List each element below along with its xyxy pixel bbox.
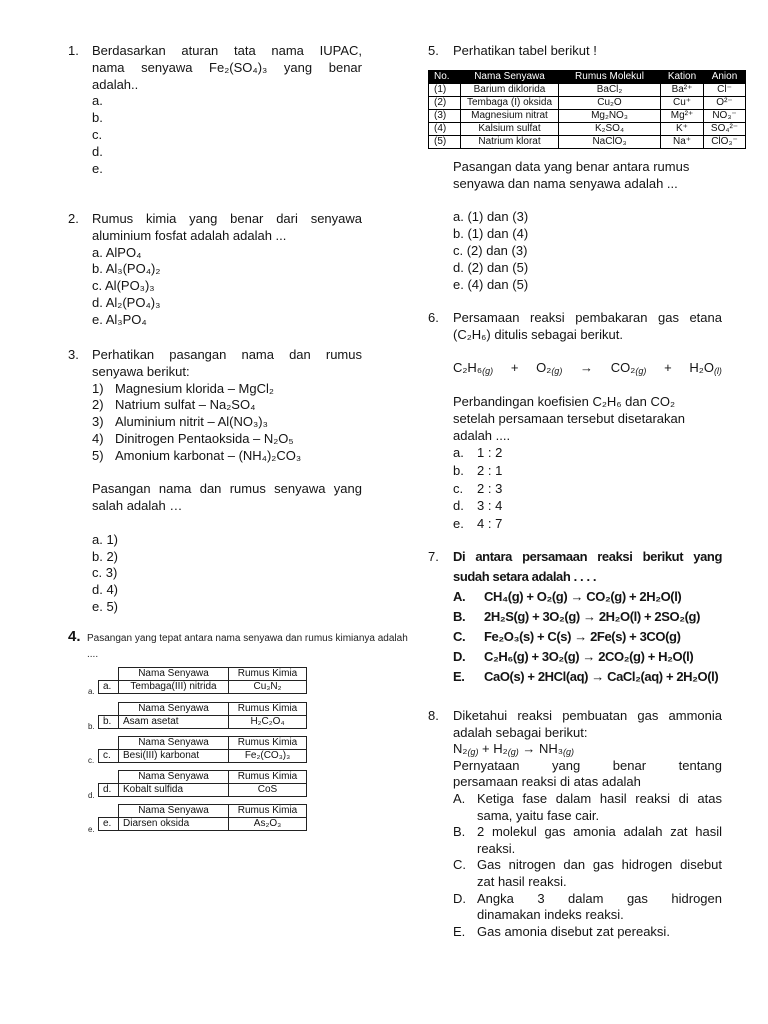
answer-option-c[interactable] (453, 627, 722, 647)
question-text-line: sudah setara adalah . . . . (453, 569, 597, 584)
answer-option-c[interactable] (453, 857, 722, 890)
equation-formula: H₂O (689, 360, 714, 376)
table-cell: Diarsen oksida (119, 818, 229, 831)
question-3 (68, 347, 362, 616)
spacer (92, 515, 362, 532)
list-item (92, 431, 362, 448)
option-label: e. (453, 515, 464, 531)
option-label: D. (453, 649, 466, 664)
question-5 (428, 43, 722, 60)
answer-option-d[interactable]: d. (2) dan (5) (453, 259, 529, 275)
table-row (99, 681, 307, 694)
table-cell: (5) (429, 136, 461, 149)
option-label: B. (453, 609, 466, 624)
answer-option-b[interactable] (453, 824, 722, 857)
table-cell: Ba²⁺ (661, 84, 704, 97)
list-item-number: 4) (92, 430, 104, 446)
equation-state: (g) (551, 366, 563, 377)
equation-term (539, 741, 574, 756)
equation-term (611, 360, 647, 377)
table-row (429, 123, 746, 136)
answer-option-c[interactable]: c. (92, 126, 103, 142)
list-item-text: Aluminium nitrit – Al(NO₃)₃ (115, 414, 268, 430)
option-text-line: Gas nitrogen dan gas hidrogen disebut (477, 857, 722, 873)
table-cell: NaClO₃ (559, 136, 661, 149)
list-item-number: 5) (92, 447, 104, 463)
option-equation: 2H₂S(g) + 3O₂(g) → 2H₂O(l) + 2SO₂(g) (484, 609, 701, 624)
option-text: 4 : 7 (477, 515, 503, 531)
table-header-cell: Nama Senyawa (119, 668, 229, 681)
table-row (99, 716, 307, 729)
option-label: D. (453, 890, 466, 906)
spacer (453, 193, 722, 210)
answer-option-a[interactable]: a. AlPO₄ (92, 244, 142, 260)
question-prompt-line: Pasangan nama dan rumus senyawa yang (92, 481, 362, 497)
table-cell: Magnesium nitrat (461, 110, 559, 123)
option-label: B. (453, 824, 466, 840)
option-label: E. (453, 923, 466, 939)
question-text-line: .... (87, 649, 99, 660)
option-text-line: sama, yaitu fase cair. (477, 807, 600, 823)
table-header-row (99, 737, 307, 750)
question-number: 7. (428, 549, 439, 564)
question-text-line: Persamaan reaksi pembakaran gas etana (453, 310, 722, 325)
table-cell: Tembaga(III) nitrida (119, 681, 229, 694)
answer-option-a[interactable] (453, 587, 722, 607)
table-cell (99, 668, 119, 681)
answer-option-d[interactable] (453, 497, 722, 515)
question-text-line: Perhatikan tabel berikut ! (453, 43, 597, 58)
table-cell: Tembaga (I) oksida (461, 97, 559, 110)
question-4-text (87, 631, 408, 663)
question-text-line: nama senyawa Fe₂(SO₄)₃ yang benar (92, 59, 362, 75)
answer-option-a-table[interactable] (98, 667, 307, 694)
table-cell: (2) (429, 97, 461, 110)
spacer (92, 465, 362, 482)
answer-option-label[interactable]: a. (88, 687, 95, 696)
table-row (429, 84, 746, 97)
table-header-cell: Rumus Kimia (229, 668, 307, 681)
equation-formula: NH₃ (538, 741, 564, 757)
option-text: 2 : 1 (477, 462, 503, 478)
answer-option-e[interactable]: e. 5) (92, 598, 119, 614)
table-cell: Cu⁺ (661, 97, 704, 110)
compound-table (428, 70, 746, 149)
question-text-line: Berdasarkan aturan tata nama IUPAC, (92, 43, 362, 58)
question-text-line: senyawa berikut: (92, 363, 190, 379)
table-cell: CoS (229, 784, 307, 797)
answer-option-a[interactable] (453, 791, 722, 824)
table-cell: K⁺ (661, 123, 704, 136)
table-row (429, 136, 746, 149)
question-number: 2. (68, 211, 79, 226)
answer-option-d[interactable] (453, 891, 722, 924)
table-cell: As₂O₃ (229, 818, 307, 831)
table-header-row (99, 805, 307, 818)
question-number: 3. (68, 347, 79, 362)
list-item-number: 3) (92, 414, 104, 430)
answer-option-d[interactable] (453, 647, 722, 667)
question-2 (68, 211, 362, 329)
table-row (99, 750, 307, 763)
table-header-row (99, 668, 307, 681)
question-prompt-line: Pasangan data yang benar antara rumus (453, 159, 690, 174)
answer-option-a[interactable]: a. 1) (92, 531, 119, 547)
question-number: 6. (428, 310, 439, 325)
question-text-line: Diketahui reaksi pembuatan gas ammonia (453, 708, 722, 723)
list-item-number: 2) (92, 397, 104, 413)
answer-option-label[interactable]: b. (88, 722, 95, 731)
equation-term (453, 360, 493, 377)
table-cell: a. (99, 681, 119, 694)
equation-formula: N₂ (453, 741, 468, 757)
table-cell: Kobalt sulfida (119, 784, 229, 797)
option-text: 2 : 3 (477, 480, 503, 496)
table-cell: H₂C₂O₄ (229, 716, 307, 729)
table-cell: ClO₃⁻ (704, 136, 746, 149)
question-text-line: aluminium fosfat adalah adalah ... (92, 227, 287, 243)
table-cell (99, 771, 119, 784)
list-item (92, 397, 362, 414)
table-header-cell: Kation (661, 71, 704, 84)
table-header-cell: Nama Senyawa (119, 771, 229, 784)
table-row (429, 110, 746, 123)
option-label: b. (453, 462, 464, 478)
answer-option-e[interactable]: e. (4) dan (5) (453, 276, 529, 292)
equation-formula: O₂ (536, 360, 552, 376)
table-cell: Asam asetat (119, 716, 229, 729)
equation-operator: → (518, 741, 539, 757)
table-row (99, 818, 307, 831)
table-cell: (1) (429, 84, 461, 97)
table-cell: d. (99, 784, 119, 797)
table-cell: b. (99, 716, 119, 729)
option-equation: CaO(s) + 2HCl(aq) → CaCl₂(aq) + 2H₂O(l) (484, 669, 719, 684)
table-header-cell: Nama Senyawa (119, 737, 229, 750)
answer-option-a[interactable] (453, 444, 722, 462)
equation-formula: H₂ (493, 741, 508, 757)
equation-state: (g) (507, 747, 519, 758)
question-number: 4. (68, 628, 81, 645)
question-text-line: adalah .... (453, 427, 511, 443)
table-header-cell: Nama Senyawa (461, 71, 559, 84)
table-cell: Mg²⁺ (661, 110, 704, 123)
table-cell (99, 805, 119, 818)
table-cell: SO₄²⁻ (704, 123, 746, 136)
answer-option-d-table[interactable] (98, 770, 307, 797)
table-cell: Cu₃N₂ (229, 681, 307, 694)
question-5-prompt (453, 159, 722, 293)
table-cell: K₂SO₄ (559, 123, 661, 136)
spacer (453, 377, 722, 394)
table-cell: Na⁺ (661, 136, 704, 149)
question-8 (428, 708, 722, 940)
table-cell: BaCl₂ (559, 84, 661, 97)
equation-formula: C₂H₆ (453, 360, 483, 376)
table-header-cell: Rumus Kimia (229, 703, 307, 716)
equation-state: (g) (563, 747, 575, 758)
answer-option-b[interactable] (453, 462, 722, 480)
option-text-line: Gas amonia disebut zat pereaksi. (477, 923, 670, 939)
answer-option-b[interactable]: b. Al₃(PO₄)₂ (92, 261, 161, 277)
answer-option-label[interactable]: e. (88, 825, 95, 834)
list-item-text: Dinitrogen Pentaoksida – N₂O₅ (115, 430, 294, 446)
answer-option-e[interactable] (453, 515, 722, 533)
option-text-line: Angka 3 dalam gas hidrogen (477, 890, 722, 906)
question-number: 8. (428, 708, 439, 723)
question-text-line: setelah persamaan tersebut disetarakan (453, 410, 685, 426)
question-prompt-line: senyawa dan nama senyawa adalah ... (453, 175, 678, 191)
table-cell: NO₃⁻ (704, 110, 746, 123)
option-label: a. (453, 445, 464, 461)
table-cell: Kalsium sulfat (461, 123, 559, 136)
question-text-line: Rumus kimia yang benar dari senyawa (92, 211, 362, 226)
answer-option-c[interactable]: c. 3) (92, 565, 118, 581)
list-item-text: Natrium sulfat – Na₂SO₄ (115, 397, 256, 413)
table-cell: (4) (429, 123, 461, 136)
answer-option-b[interactable]: b. (1) dan (4) (453, 226, 529, 242)
question-text-line: persamaan reaksi di atas adalah (453, 774, 641, 790)
list-item-text: Amonium karbonat – (NH₄)₂CO₃ (115, 447, 302, 463)
answer-option-b[interactable]: b. (92, 110, 103, 126)
answer-option-c[interactable]: c. Al(PO₃)₃ (92, 278, 155, 294)
list-item-text: Magnesium klorida – MgCl₂ (115, 380, 274, 396)
table-cell: Cu₂O (559, 97, 661, 110)
option-text-line: 2 molekul gas amonia adalah zat hasil (477, 824, 722, 840)
table-cell (99, 737, 119, 750)
equation-state: (g) (467, 747, 479, 758)
equation-state: (l) (713, 366, 722, 377)
table-cell: (3) (429, 110, 461, 123)
list-item-number: 1) (92, 380, 104, 396)
reaction-equation (453, 360, 722, 377)
answer-option-label[interactable]: d. (88, 791, 95, 800)
question-6 (428, 310, 722, 532)
equation-state: (g) (482, 366, 494, 377)
question-text-line: Perbandingan koefisien C₂H₆ dan CO₂ (453, 393, 676, 409)
answer-option-c[interactable]: c. (2) dan (3) (453, 242, 528, 258)
table-header-cell: Rumus Molekul (559, 71, 661, 84)
table-header-cell: Anion (704, 71, 746, 84)
answer-option-a[interactable]: a. (92, 93, 103, 109)
reaction-equation (453, 741, 722, 758)
equation-term (689, 360, 722, 377)
list-item (92, 448, 362, 465)
question-text-line: (C₂H₆) ditulis sebagai berikut. (453, 326, 623, 342)
list-item (92, 381, 362, 398)
option-label: A. (453, 589, 466, 604)
option-equation: C₂H₆(g) + 3O₂(g) → 2CO₂(g) + H₂O(l) (484, 649, 694, 664)
table-cell: e. (99, 818, 119, 831)
option-label: E. (453, 669, 465, 684)
table-header-cell: Rumus Kimia (229, 737, 307, 750)
table-header-row (99, 771, 307, 784)
option-label: C. (453, 629, 466, 644)
option-text: 1 : 2 (477, 445, 503, 461)
answer-option-b[interactable]: b. 2) (92, 548, 119, 564)
table-header-cell: Rumus Kimia (229, 805, 307, 818)
option-label: A. (453, 790, 466, 806)
question-text-line: Di antara persamaan reaksi berikut yang (453, 549, 722, 564)
equation-term (453, 741, 478, 756)
answer-option-d[interactable]: d. (92, 143, 103, 159)
question-text-line: adalah sebagai berikut: (453, 724, 588, 740)
question-text-line: Pernyataan yang benar tentang (453, 757, 722, 773)
answer-option-a[interactable]: a. (1) dan (3) (453, 209, 529, 225)
answer-option-label[interactable]: c. (88, 756, 95, 765)
spacer (453, 344, 722, 361)
table-cell: Besi(III) karbonat (119, 750, 229, 763)
answer-option-e[interactable] (453, 924, 722, 941)
table-cell: Fe₂(CO₃)₃ (229, 750, 307, 763)
table-row (429, 97, 746, 110)
table-header-cell: Nama Senyawa (119, 703, 229, 716)
answer-option-c-table[interactable] (98, 736, 307, 763)
answer-option-d[interactable]: d. 4) (92, 582, 119, 598)
option-text-line: dinamakan indeks reaksi. (477, 907, 624, 923)
equation-formula: CO₂ (610, 360, 636, 376)
table-header-row (429, 71, 746, 84)
answer-option-e[interactable] (453, 667, 722, 687)
question-number: 1. (68, 43, 79, 58)
table-header-cell: No. (429, 71, 461, 84)
table-row (99, 784, 307, 797)
equation-state: (g) (635, 366, 647, 377)
option-label: d. (453, 498, 464, 514)
table-header-row (99, 703, 307, 716)
answer-option-e[interactable]: e. (92, 160, 103, 176)
answer-option-c[interactable] (453, 480, 722, 498)
equation-operator: + (478, 741, 494, 757)
table-cell: Natrium klorat (461, 136, 559, 149)
option-text-line: zat hasil reaksi. (477, 873, 567, 889)
question-text-line: adalah.. (92, 76, 139, 92)
option-label: c. (453, 480, 464, 496)
table-cell: c. (99, 750, 119, 763)
table-cell (99, 703, 119, 716)
answer-option-b[interactable] (453, 607, 722, 627)
equation-operator: + (664, 360, 672, 376)
table-header-cell: Nama Senyawa (119, 805, 229, 818)
table-cell: Barium diklorida (461, 84, 559, 97)
question-1 (68, 43, 362, 177)
equation-operator: + (510, 360, 519, 376)
table-cell: Cl⁻ (704, 84, 746, 97)
option-equation: Fe₂O₃(s) + C(s) → 2Fe(s) + 3CO(g) (484, 629, 681, 644)
question-number: 5. (428, 43, 439, 58)
equation-term (536, 360, 562, 377)
table-cell: Mg₂NO₃ (559, 110, 661, 123)
option-text: 3 : 4 (477, 498, 503, 514)
list-item (92, 414, 362, 431)
answer-option-e[interactable]: e. Al₃PO₄ (92, 311, 147, 327)
answer-option-e-table[interactable] (98, 804, 307, 831)
answer-option-b-table[interactable] (98, 702, 307, 729)
option-text-line: Ketiga fase dalam hasil reaksi di atas (477, 790, 722, 806)
equation-operator: → (580, 360, 594, 376)
option-equation: CH₄(g) + O₂(g) → CO₂(g) + 2H₂O(l) (484, 589, 682, 604)
question-text-line: Pasangan yang tepat antara nama senyawa dan rumus kimianya adalah (87, 633, 408, 644)
option-text-line: reaksi. (477, 840, 516, 856)
question-7 (428, 547, 724, 687)
table-header-cell: Rumus Kimia (229, 771, 307, 784)
table-cell: O²⁻ (704, 97, 746, 110)
question-text-line: Perhatikan pasangan nama dan rumus (92, 347, 362, 362)
option-label: C. (453, 857, 466, 873)
question-prompt-line: salah adalah … (92, 498, 183, 514)
answer-option-d[interactable]: d. Al₂(PO₄)₃ (92, 294, 161, 310)
equation-term (493, 741, 518, 756)
